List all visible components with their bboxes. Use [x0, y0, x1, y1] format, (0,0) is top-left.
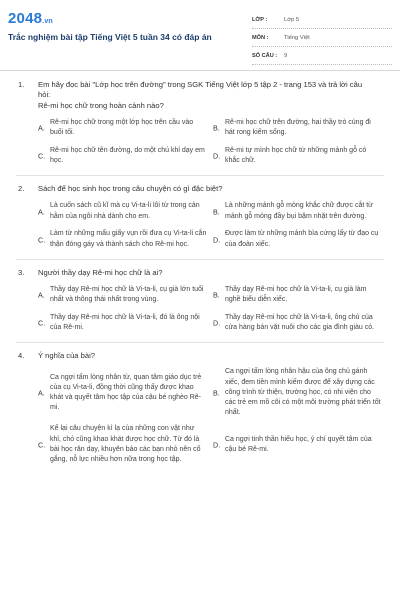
page-header	[0, 0, 400, 66]
question-4	[0, 351, 400, 465]
option-a[interactable]	[38, 201, 213, 223]
answer-options	[38, 367, 384, 465]
option-letter: C.	[38, 318, 46, 328]
option-letter: B.	[213, 207, 220, 217]
option-text: Kể lại câu chuyện kì lạ của những con vật như khỉ, chó cũng khao khát được học chữ. Từ đó là bài học răn dạy, khuyên bảo các bạn nhỏ nên cố gắng, nỗ lực nhiều hơn nữa trong học tập.	[50, 425, 201, 464]
option-letter: A.	[38, 207, 45, 217]
header-divider	[0, 70, 400, 71]
info-row-count	[252, 50, 392, 65]
question-number: 1.	[18, 80, 25, 89]
question-number: 3.	[18, 267, 25, 277]
option-c[interactable]	[38, 229, 213, 251]
option-text: Ca ngợi tinh thần hiếu học, ý chí quyết tâm của cậu bé Rê-mi.	[225, 435, 372, 453]
option-text: Là cuốn sách cũ kĩ mà cụ Vi-ta-li lôi từ trong cản hằm của ngôi nhà dành cho em.	[50, 202, 200, 220]
question-number: 4.	[18, 351, 25, 361]
option-c[interactable]	[38, 424, 213, 465]
option-text: Thầy dạy Rê-mi học chữ là Vi-ta-li, ông chủ của cửa hàng bán vặt nuôi cho các gia đình giàu có.	[225, 313, 375, 332]
option-text: Ca ngợi tấm lòng nhân hậu của ông chủ gánh xiếc, đem tiền mình kiếm được để xây dựng các công trình từ thiện, trường học, có nhi viện cho các trẻ em mồ côi có một môi trường phát triển tốt nhất.	[225, 368, 381, 417]
question-line: hỏi:	[38, 90, 51, 100]
option-d[interactable]	[213, 229, 388, 251]
option-text: Rê-mi học chữ trong một lớp học trên cầu vào buổi tối.	[50, 119, 194, 137]
site-logo[interactable]	[8, 10, 53, 27]
option-a[interactable]	[38, 367, 213, 418]
question-line: Em hãy đọc bài "Lớp học trên đường" trong SGK Tiếng Việt lớp 5 tập 2 - trang 153 và trả lời câu	[38, 80, 363, 89]
question-divider	[16, 175, 384, 176]
option-b[interactable]	[213, 367, 388, 418]
option-b[interactable]	[213, 284, 388, 306]
option-a[interactable]	[38, 284, 213, 306]
question-text	[38, 184, 384, 194]
option-text: Được làm từ những mảnh bìa cứng lấy từ đạo cụ của đoàn xiếc.	[225, 230, 379, 248]
option-letter: A.	[38, 388, 45, 398]
page-title: Trắc nghiệm bài tập Tiếng Việt 5 tuần 34 có đáp án	[8, 32, 212, 42]
option-letter: B.	[213, 388, 220, 398]
info-key: MÔN :	[252, 35, 269, 41]
logo-text: 2048	[8, 10, 43, 27]
option-text: Ca ngợi tấm lòng nhân từ, quan tâm giáo dục trẻ của cụ Vi-ta-li, đồng thời cũng thấy được khao khát và quyết tâm học tập của cậu bé nghèo Rê-mi.	[50, 373, 202, 412]
option-letter: B.	[213, 290, 220, 300]
option-d[interactable]	[213, 145, 388, 167]
question-line: Sách để học sinh học trong câu chuyện có gì đặc biệt?	[38, 184, 223, 194]
option-text: Rê-mi học chữ trên đường, hai thầy trò cùng đi hát rong kiếm sống.	[225, 119, 371, 137]
option-letter: A.	[38, 123, 45, 133]
option-d[interactable]	[213, 312, 388, 334]
option-letter: A.	[38, 290, 45, 300]
question-text	[38, 268, 384, 278]
answer-options	[38, 201, 384, 251]
question-line: Người thầy dạy Rê-mi học chữ là ai?	[38, 267, 163, 277]
option-letter: C.	[38, 151, 46, 161]
question-1	[0, 80, 400, 167]
option-b[interactable]	[213, 201, 388, 223]
option-c[interactable]	[38, 145, 213, 167]
question-divider	[16, 342, 384, 343]
option-a[interactable]	[38, 117, 213, 139]
question-text	[38, 80, 384, 111]
option-text: Rê-mi tự mình học chữ từ những mảnh gỗ có khắc chữ.	[225, 147, 367, 165]
answer-options	[38, 117, 384, 167]
option-text: Thầy dạy Rê-mi học chữ là Vi-ta-li, cụ già làm nghề biểu diễn xiếc.	[225, 285, 367, 304]
question-3	[0, 268, 400, 334]
option-letter: D.	[213, 440, 221, 450]
option-text: Thầy dạy Rê-mi học chữ là Vi-ta-li, cụ già lớn tuổi nhất và thông thái nhất trong vùng.	[50, 285, 204, 304]
info-panel	[252, 14, 392, 68]
option-text: Thầy dạy Rê-mi học chữ là Vi-ta-li, đó là ông nội của Rê-mi.	[50, 313, 200, 332]
option-letter: B.	[213, 123, 220, 133]
option-text: Làm từ những mẩu giấy vụn rồi đưa cụ Vi-ta-li cắn thận đóng gáy và thành sách cho Rê-mi học.	[50, 230, 207, 248]
info-key: LỚP :	[252, 17, 268, 23]
option-letter: D.	[213, 235, 221, 245]
question-2	[0, 184, 400, 250]
info-key: SỐ CÂU :	[252, 53, 278, 59]
question-line: Ý nghĩa của bài?	[38, 351, 95, 361]
info-row-class	[252, 14, 392, 29]
question-list	[0, 80, 400, 473]
option-letter: C.	[38, 440, 46, 450]
info-value: 9	[284, 53, 288, 59]
info-row-subject	[252, 32, 392, 47]
option-letter: C.	[38, 235, 46, 245]
logo-tld: .vn	[42, 18, 53, 25]
answer-options	[38, 284, 384, 334]
question-text	[38, 351, 384, 361]
option-text: Rê-mi học chữ tên đường, do một chú khỉ dạy em học.	[50, 147, 205, 165]
option-letter: D.	[213, 151, 221, 161]
option-c[interactable]	[38, 312, 213, 334]
info-value: Tiếng Việt	[284, 35, 310, 41]
question-divider	[16, 259, 384, 260]
info-value: Lớp 5	[284, 17, 300, 23]
question-number: 2.	[18, 184, 25, 194]
option-d[interactable]	[213, 424, 388, 465]
option-letter: D.	[213, 318, 221, 328]
option-b[interactable]	[213, 117, 388, 139]
question-line: Rê-mi học chữ trong hoàn cảnh nào?	[38, 100, 164, 110]
option-text: Là những mảnh gỗ mỏng khắc chữ được cắt từ mảnh gỗ mỏng đầy bụi bặm nhặt trên đường.	[225, 202, 373, 220]
